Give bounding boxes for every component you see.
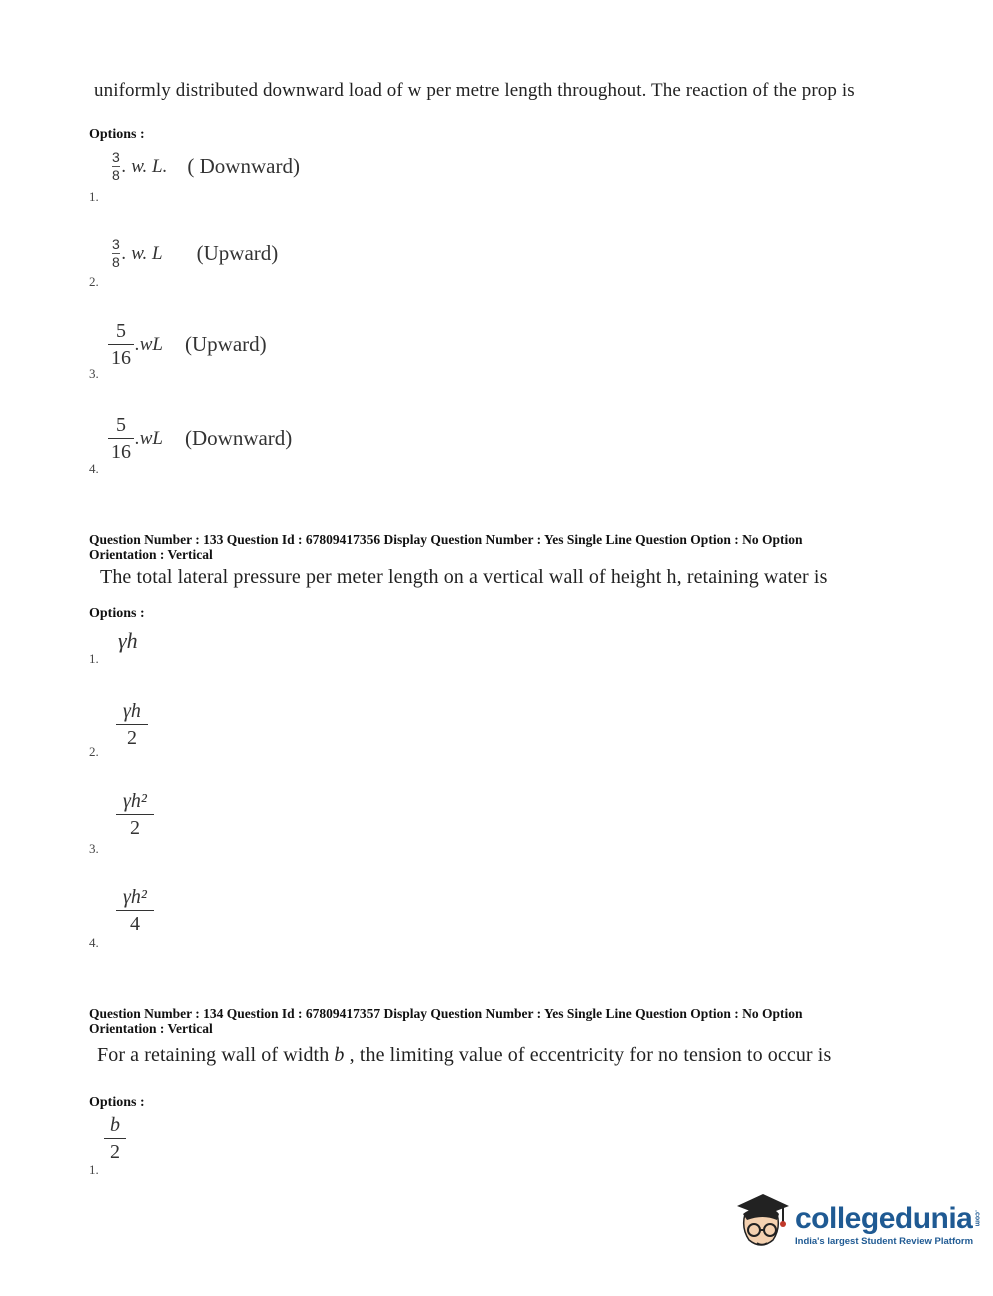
options-label: Options : [89, 606, 145, 621]
fraction [116, 700, 148, 749]
option-1 [112, 150, 300, 184]
options-label: Options : [89, 1095, 145, 1110]
question-meta [89, 1006, 802, 1036]
question-text-part: For a retaining wall of width [97, 1044, 335, 1066]
option-expression: .wL [135, 333, 163, 355]
fraction [116, 886, 154, 935]
option-number: 3. [89, 841, 99, 856]
fraction [108, 414, 134, 463]
option-expression: . w. L. [121, 155, 168, 177]
option-number: 4. [89, 461, 99, 476]
collegedunia-logo [733, 1188, 980, 1254]
question-text-part: , the limiting value of eccentricity for no tension to occur is [344, 1044, 832, 1066]
option-number: 2. [89, 744, 99, 759]
fraction [108, 320, 134, 369]
option-direction: ( Downward) [187, 154, 300, 179]
question-text: The total lateral pressure per meter length on a vertical wall of height h, retaining water is [100, 566, 828, 588]
student-mascot-icon [733, 1188, 791, 1254]
question-meta-line: Question Number : 133 Question Id : 67809417356 Display Question Number : Yes Single Line Question Option : No Option [89, 532, 803, 547]
option-number: 3. [89, 366, 99, 381]
option-direction: (Upward) [185, 332, 267, 356]
option-number: 4. [89, 935, 99, 950]
logo-suffix: .com [973, 1209, 981, 1226]
options-label: Options : [89, 127, 145, 142]
option-number: 2. [89, 274, 99, 289]
option-1: γh [118, 628, 138, 653]
option-2 [112, 237, 278, 271]
denominator: 8 [112, 167, 120, 184]
question-variable: b [334, 1044, 345, 1066]
option-3 [108, 320, 267, 369]
option-number: 1. [89, 189, 99, 204]
option-number: 1. [89, 1162, 99, 1177]
fraction [116, 790, 154, 839]
fraction [104, 1114, 126, 1163]
question-meta-line: Orientation : Vertical [89, 1021, 213, 1036]
option-direction: (Downward) [185, 426, 293, 450]
option-1 [104, 1114, 126, 1163]
option-number: 1. [89, 651, 99, 666]
question-meta [89, 532, 802, 562]
option-4 [116, 886, 154, 935]
denominator: 16 [111, 347, 131, 369]
denominator: 2 [130, 817, 140, 839]
question-text [97, 1044, 831, 1067]
numerator: γh² [123, 790, 147, 812]
denominator: 2 [110, 1141, 120, 1163]
denominator: 16 [111, 441, 131, 463]
logo-tagline: India's largest Student Review Platform [795, 1235, 974, 1247]
numerator: b [110, 1114, 120, 1136]
option-expression: . w. L [121, 242, 163, 264]
option-3 [116, 790, 154, 839]
numerator: γh [123, 700, 141, 722]
question-meta-line: Question Number : 134 Question Id : 67809417357 Display Question Number : Yes Single Line Question Option : No Option [89, 1006, 803, 1021]
numerator: 5 [116, 414, 126, 436]
fraction [112, 237, 120, 271]
option-2 [116, 700, 148, 749]
logo-name: collegedunia [795, 1201, 973, 1235]
numerator: 3 [112, 149, 120, 165]
numerator: γh² [123, 886, 147, 908]
option-direction: (Upward) [196, 241, 279, 266]
option-4 [108, 414, 292, 463]
question-text: uniformly distributed downward load of w per metre length throughout. The reaction of the prop is [94, 80, 855, 101]
fraction [112, 150, 120, 184]
numerator: 5 [116, 320, 126, 342]
option-expression: .wL [135, 427, 163, 449]
numerator: 3 [112, 236, 120, 252]
denominator: 4 [130, 913, 140, 935]
denominator: 2 [127, 727, 137, 749]
question-meta-line: Orientation : Vertical [89, 547, 213, 562]
denominator: 8 [112, 254, 120, 271]
